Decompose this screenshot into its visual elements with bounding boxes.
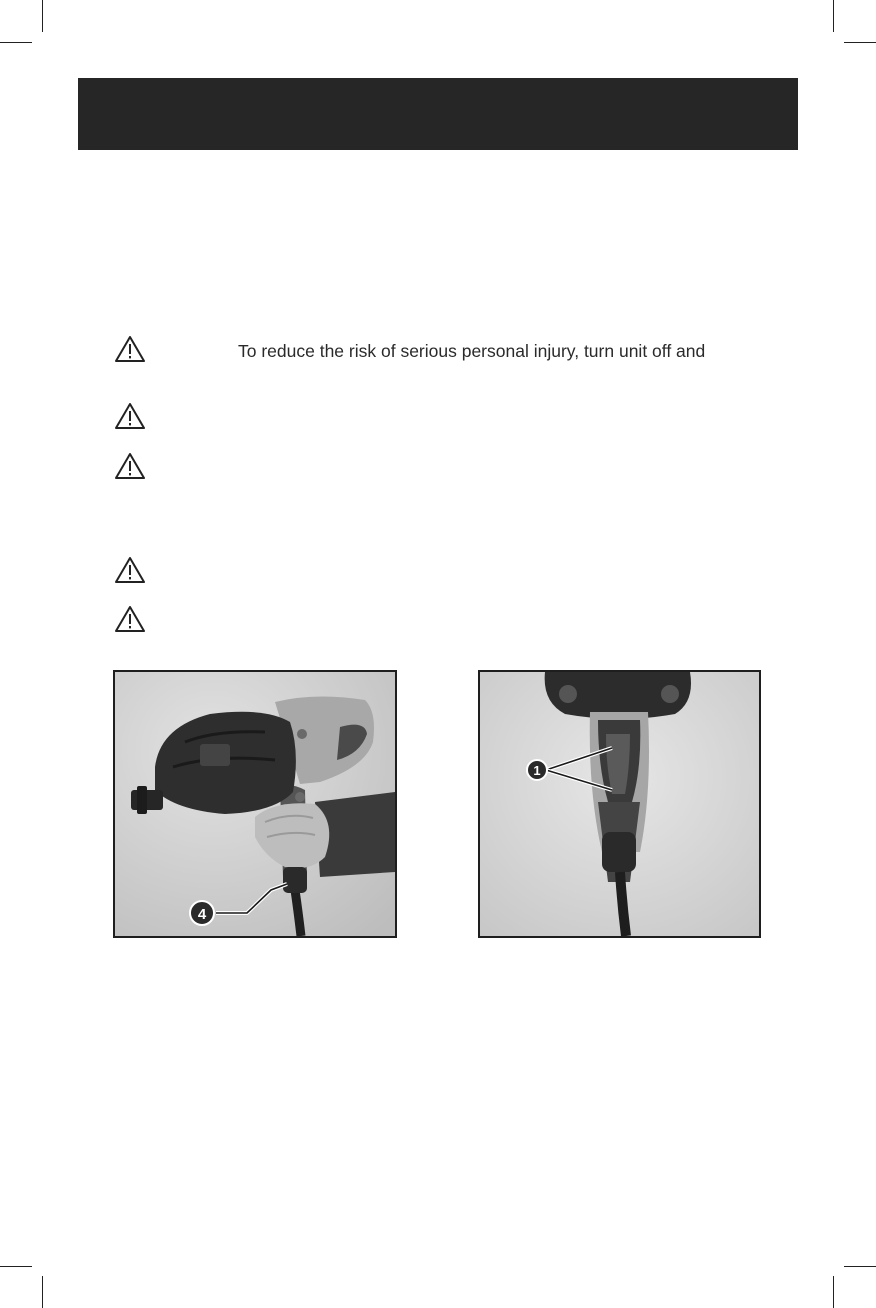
crop-mark-tl-h <box>0 42 32 43</box>
warning-triangle-icon <box>114 605 146 633</box>
crop-mark-br-v <box>833 1276 834 1308</box>
crop-mark-tr-h <box>844 42 876 43</box>
crop-mark-bl-v <box>42 1276 43 1308</box>
crop-mark-bl-h <box>0 1266 32 1267</box>
warning-triangle-icon <box>114 556 146 584</box>
crop-mark-tr-v <box>833 0 834 32</box>
crop-mark-br-h <box>844 1266 876 1267</box>
warning-triangle-icon <box>114 452 146 480</box>
callout-number-4: 4 <box>197 906 207 923</box>
warning-triangle-icon <box>114 335 146 363</box>
crop-mark-tl-v <box>42 0 43 32</box>
warning-triangle-icon <box>114 402 146 430</box>
callout-number-1: 1 <box>533 763 541 778</box>
figure-wrench-switch-view <box>478 670 761 938</box>
figure-wrench-side-view <box>113 670 397 938</box>
section-header-bar <box>78 78 798 150</box>
warning-text: To reduce the risk of serious personal injury, turn unit off and <box>238 341 706 361</box>
